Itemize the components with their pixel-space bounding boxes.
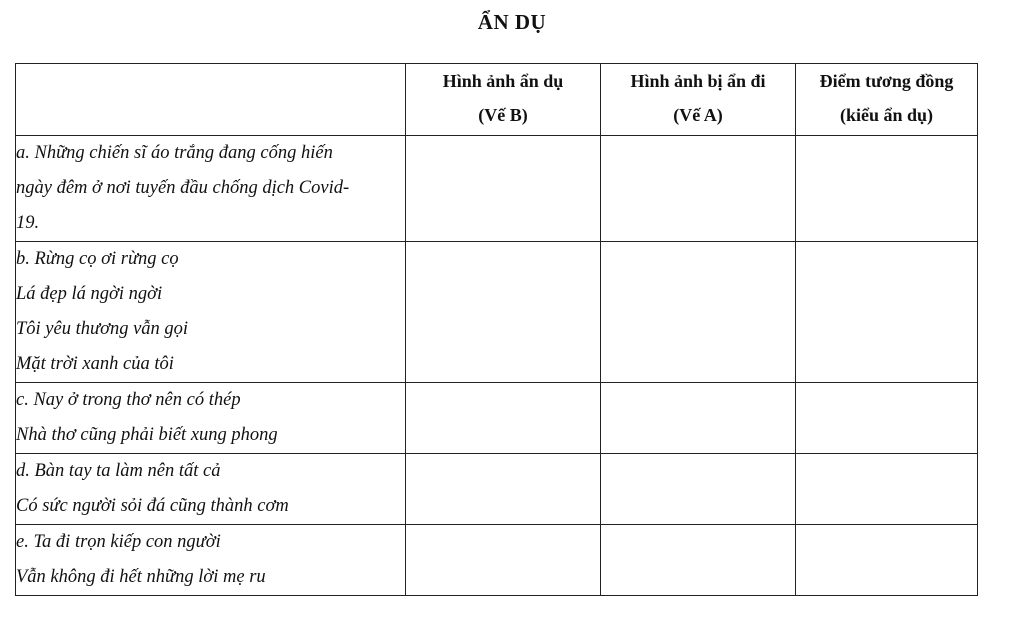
header-cell-empty [16, 64, 406, 136]
answer-cell-similarity[interactable] [796, 383, 978, 454]
answer-cell-metaphor[interactable] [406, 525, 601, 596]
example-line: Vẫn không đi hết những lời mẹ ru [16, 567, 266, 587]
example-line: b. Rừng cọ ơi rừng cọ [16, 249, 179, 269]
answer-cell-similarity[interactable] [796, 454, 978, 525]
example-cell [16, 383, 406, 454]
example-line: a. Những chiến sĩ áo trắng đang cống hiến [16, 143, 333, 163]
header-line: (Vế B) [478, 105, 528, 125]
header-line: Điểm tương đồng [819, 71, 954, 91]
answer-cell-metaphor[interactable] [406, 383, 601, 454]
answer-cell-similarity[interactable] [796, 525, 978, 596]
table-row [16, 136, 978, 242]
table-row [16, 525, 978, 596]
answer-cell-hidden[interactable] [601, 454, 796, 525]
answer-cell-metaphor[interactable] [406, 454, 601, 525]
example-line: ngày đêm ở nơi tuyến đầu chống dịch Covid- [16, 178, 350, 198]
answer-cell-hidden[interactable] [601, 136, 796, 242]
example-line: e. Ta đi trọn kiếp con người [16, 532, 221, 552]
table-row [16, 383, 978, 454]
header-line: Hình ảnh bị ẩn đi [630, 71, 766, 91]
header-cell-hidden-image [601, 64, 796, 136]
example-cell [16, 136, 406, 242]
answer-cell-similarity[interactable] [796, 136, 978, 242]
header-cell-similarity [796, 64, 978, 136]
example-line: Tôi yêu thương vẫn gọi [16, 319, 189, 339]
example-cell [16, 525, 406, 596]
example-line: Có sức người sỏi đá cũng thành cơm [16, 496, 289, 516]
table-header-row [16, 64, 978, 136]
answer-cell-metaphor[interactable] [406, 136, 601, 242]
header-line: (Vế A) [673, 105, 723, 125]
example-line: d. Bàn tay ta làm nên tất cả [16, 461, 221, 481]
example-line: Lá đẹp lá ngời ngời [16, 284, 163, 304]
answer-cell-similarity[interactable] [796, 242, 978, 383]
answer-cell-hidden[interactable] [601, 242, 796, 383]
example-line: Nhà thơ cũng phải biết xung phong [16, 425, 278, 445]
answer-cell-metaphor[interactable] [406, 242, 601, 383]
example-line: Mặt trời xanh của tôi [16, 354, 174, 374]
header-line: Hình ảnh ẩn dụ [442, 71, 564, 91]
page-title: ẨN DỤ [477, 10, 547, 34]
example-line: 19. [16, 213, 40, 233]
example-line: c. Nay ở trong thơ nên có thép [16, 390, 241, 410]
metaphor-table [15, 63, 978, 596]
table-row [16, 242, 978, 383]
header-line: (kiểu ẩn dụ) [839, 105, 934, 125]
example-cell [16, 454, 406, 525]
table-row [16, 454, 978, 525]
header-cell-metaphor-image [406, 64, 601, 136]
example-cell [16, 242, 406, 383]
answer-cell-hidden[interactable] [601, 525, 796, 596]
answer-cell-hidden[interactable] [601, 383, 796, 454]
